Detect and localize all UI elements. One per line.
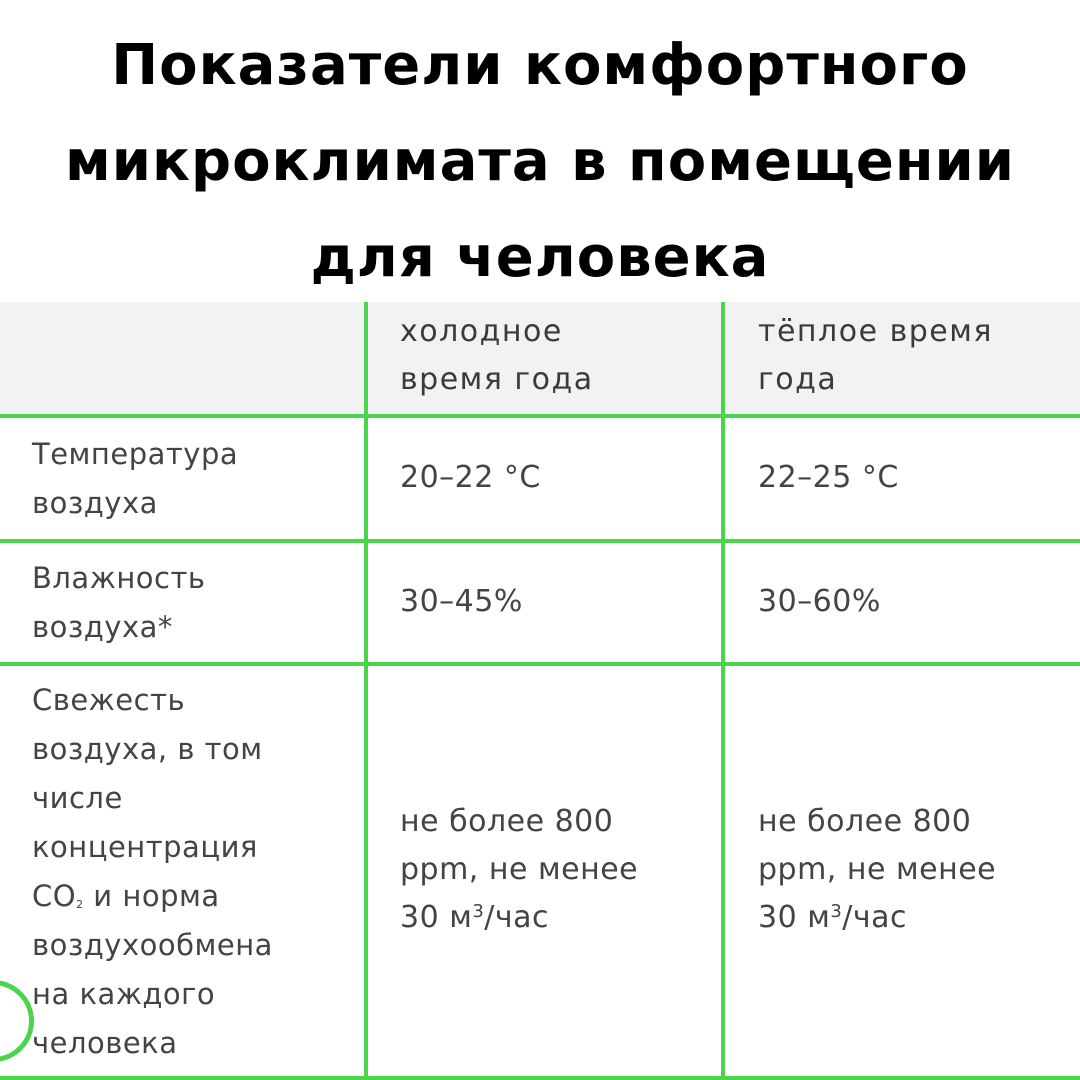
row-label-freshness-line-3: числе <box>32 781 123 815</box>
row-label-freshness-line-5 <box>32 872 273 921</box>
row-label-freshness-line-4: концентрация <box>32 830 258 864</box>
row-label-freshness-line-7: на каждого <box>32 977 216 1011</box>
header-cold-season <box>400 308 594 404</box>
freshness-cold-line-1: не более 800 <box>400 804 614 839</box>
title-line-3: для человека <box>310 225 770 290</box>
title-line-1: Показатели комфортного <box>111 33 969 98</box>
row-label-freshness <box>32 676 273 1068</box>
row-label-temperature-line-1: Температура <box>32 437 239 471</box>
microclimate-table <box>0 302 1080 1080</box>
header-warm-line-1: тёплое время <box>758 314 993 349</box>
title-line-2: микроклимата в помещении <box>64 129 1016 194</box>
freshness-warm-superscript: 3 <box>830 901 843 922</box>
row-divider-header <box>0 414 1080 418</box>
freshness-cold-line-3 <box>400 894 638 942</box>
column-divider-2 <box>721 302 725 1080</box>
green-circle-badge-icon <box>0 980 34 1062</box>
row-label-humidity <box>32 554 205 652</box>
freshness-cold-value <box>400 798 638 942</box>
co2-subscript: 2 <box>76 898 84 911</box>
freshness-cold-line-2: ppm, не менее <box>400 852 639 887</box>
page-title <box>0 18 1080 306</box>
freshness-warm-amount: 30 м <box>758 900 831 935</box>
freshness-warm-value <box>758 798 996 942</box>
row-label-freshness-line-1: Свежесть <box>32 683 186 717</box>
temperature-cold-value: 20–22 °C <box>400 460 541 495</box>
row-label-freshness-line-6: воздухообмена <box>32 928 273 962</box>
column-divider-1 <box>364 302 368 1080</box>
row-label-freshness-line-8: человека <box>32 1026 178 1060</box>
header-warm-line-2: года <box>758 362 838 397</box>
row-label-humidity-line-1: Влажность <box>32 561 206 595</box>
freshness-cold-unit: /час <box>484 900 550 935</box>
row-label-temperature <box>32 430 238 528</box>
freshness-warm-line-3 <box>758 894 996 942</box>
row-divider-bottom <box>0 1076 1080 1080</box>
row-label-freshness-line-2: воздуха, в том <box>32 732 263 766</box>
header-cold-line-1: холодное <box>400 314 563 349</box>
humidity-cold-value: 30–45% <box>400 584 523 619</box>
header-cold-line-2: время года <box>400 362 594 397</box>
freshness-warm-line-1: не более 800 <box>758 804 972 839</box>
row-label-humidity-line-2: воздуха* <box>32 610 173 644</box>
header-warm-season <box>758 308 993 404</box>
temperature-warm-value: 22–25 °C <box>758 460 899 495</box>
co2-text: CO <box>32 879 77 913</box>
row-divider-1 <box>0 539 1080 543</box>
freshness-warm-unit: /час <box>842 900 908 935</box>
freshness-cold-superscript: 3 <box>472 901 485 922</box>
co2-tail: и норма <box>83 879 220 913</box>
row-divider-2 <box>0 662 1080 666</box>
row-label-temperature-line-2: воздуха <box>32 486 158 520</box>
humidity-warm-value: 30–60% <box>758 584 881 619</box>
freshness-cold-amount: 30 м <box>400 900 473 935</box>
freshness-warm-line-2: ppm, не менее <box>758 852 997 887</box>
